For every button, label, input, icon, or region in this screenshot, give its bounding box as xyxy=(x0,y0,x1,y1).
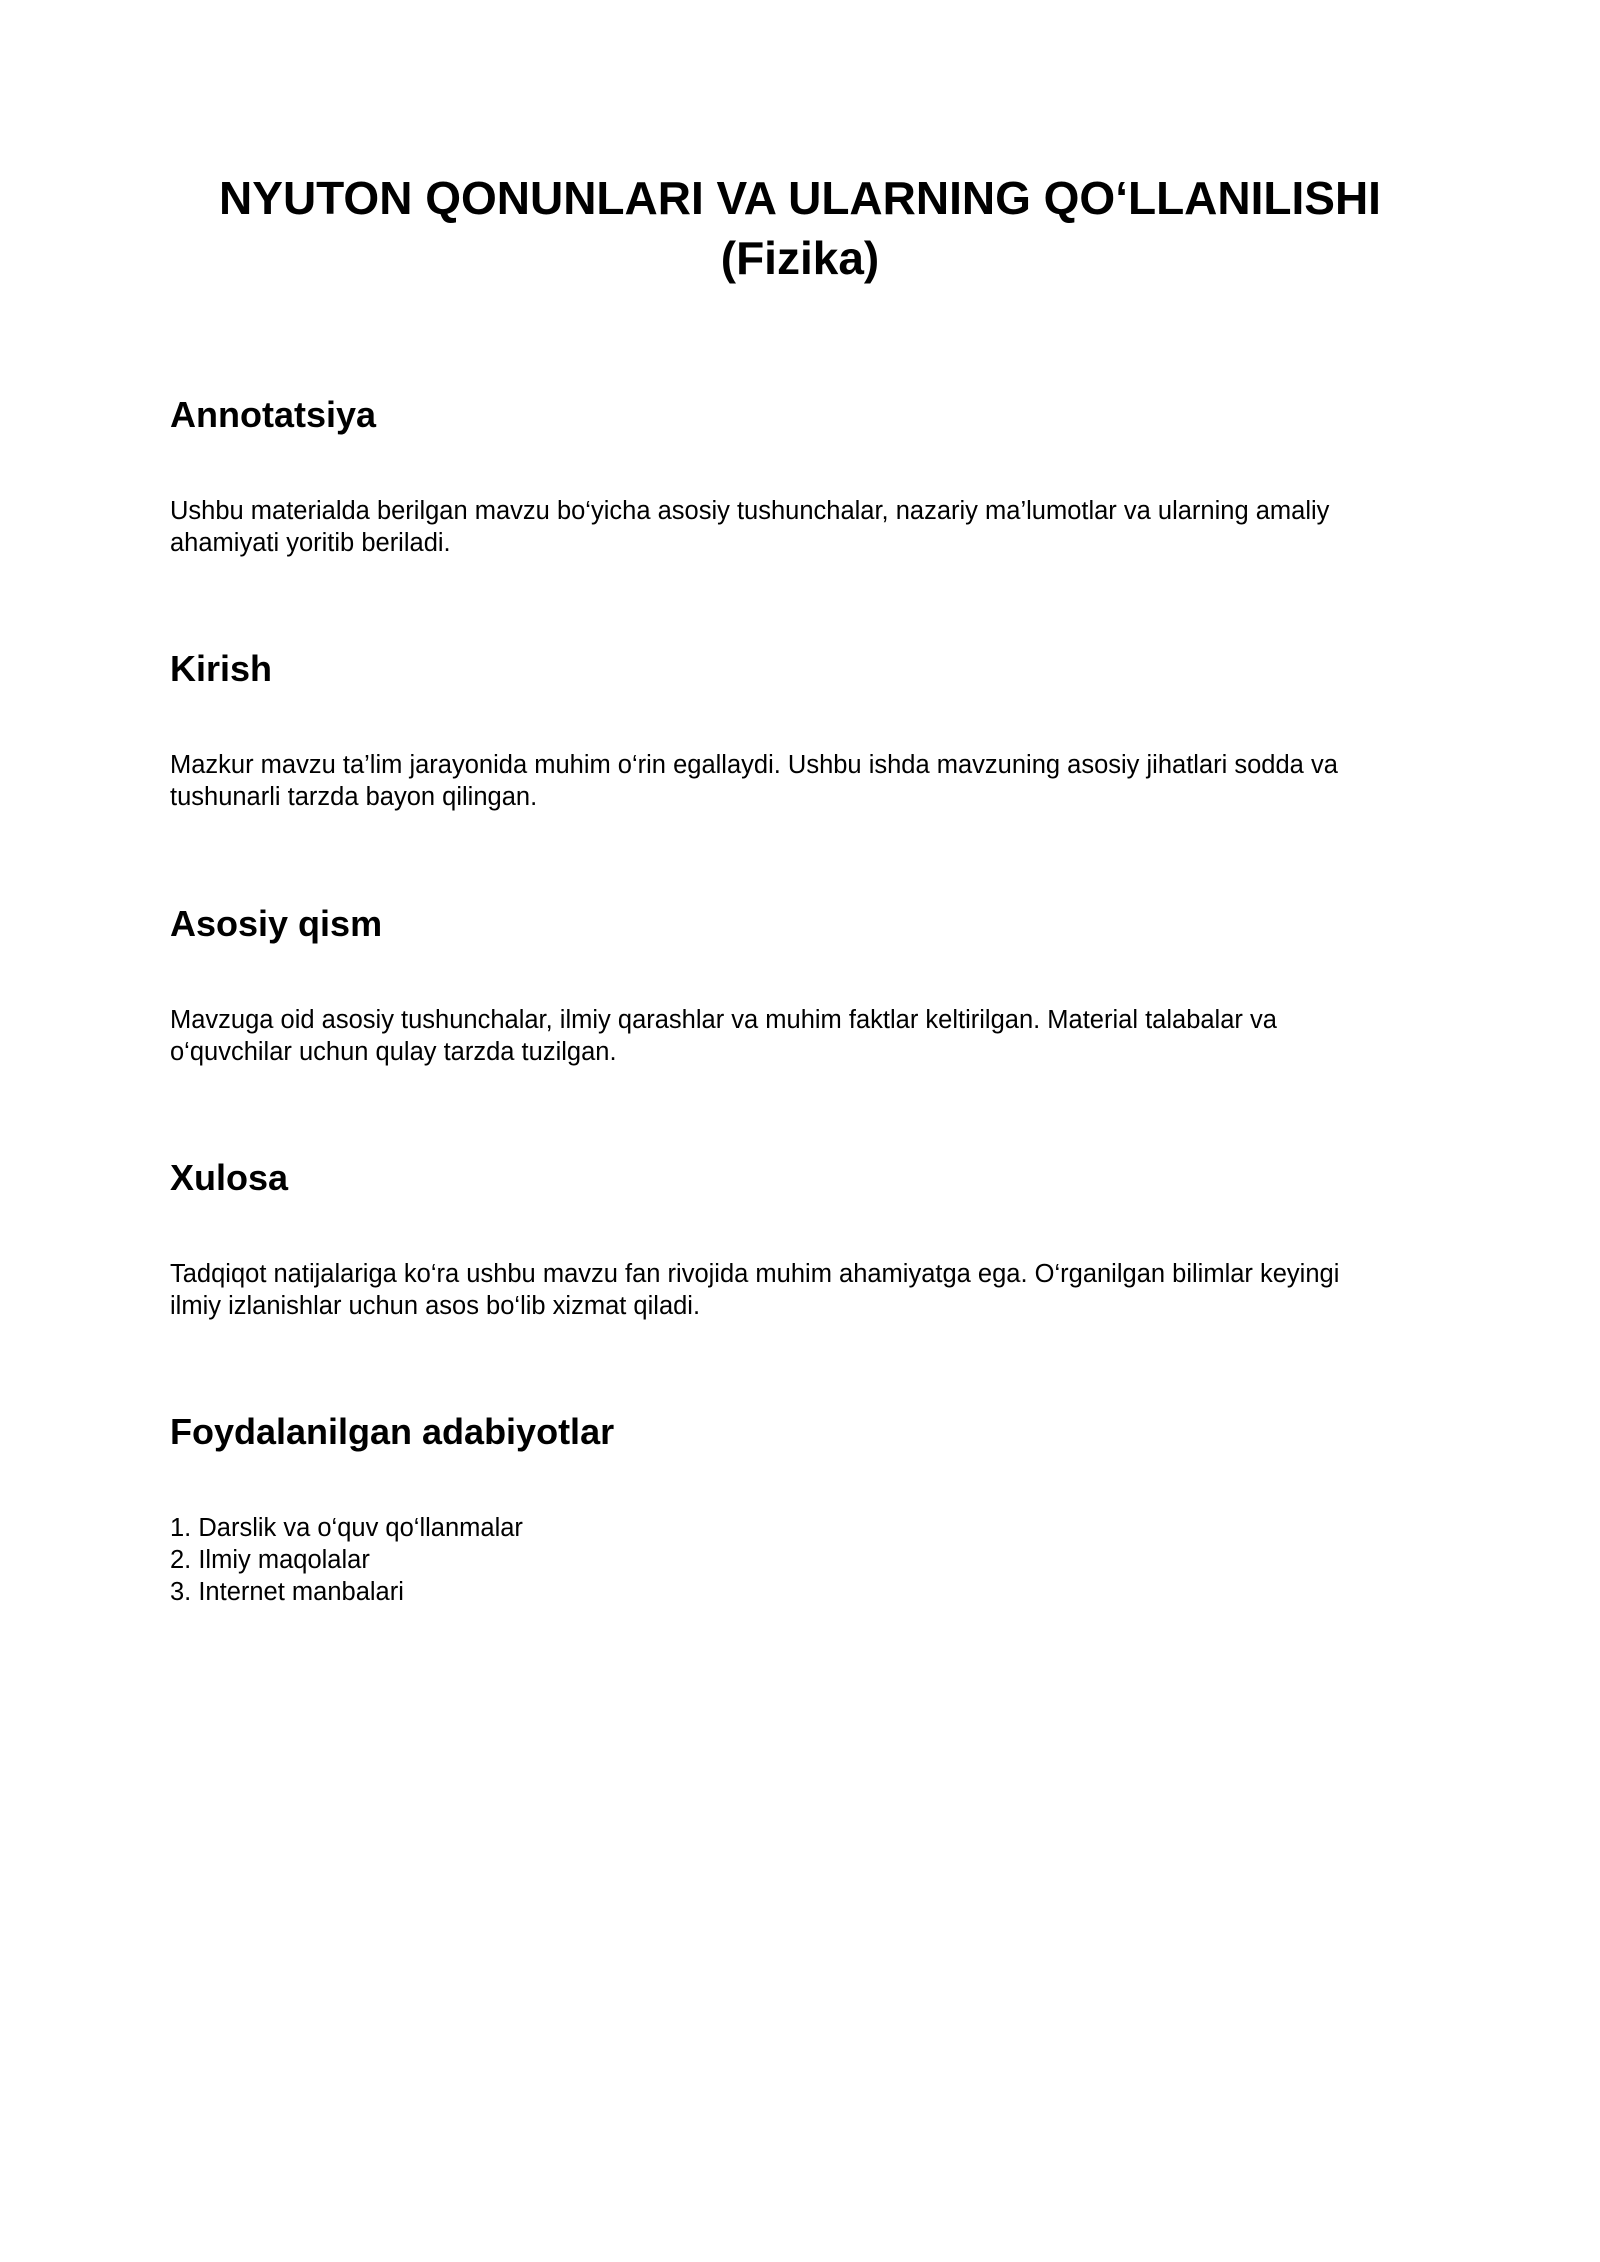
title-line-1: NYUTON QONUNLARI VA ULARNING QO‘LLANILISHI xyxy=(219,172,1381,224)
paragraph-annotatsiya xyxy=(170,495,1430,559)
heading-annotatsiya: Annotatsiya xyxy=(170,394,377,435)
heading-xulosa: Xulosa xyxy=(170,1157,289,1198)
paragraph-line: Mavzuga oid asosiy tushunchalar, ilmiy qarashlar va muhim faktlar keltirilgan. Material talabalar va xyxy=(170,1006,1277,1034)
paragraph-line: o‘quvchilar uchun qulay tarzda tuzilgan. xyxy=(170,1038,617,1066)
title-line-2: (Fizika) xyxy=(720,232,880,284)
heading-references: Foydalanilgan adabiyotlar xyxy=(170,1411,615,1452)
paragraph-line: tushunarli tarzda bayon qilingan. xyxy=(170,783,538,811)
document-title xyxy=(170,168,1430,288)
paragraph-xulosa xyxy=(170,1258,1430,1322)
paragraph-line: Ushbu materialda berilgan mavzu bo‘yicha asosiy tushunchalar, nazariy ma’lumotlar va ularning amaliy xyxy=(170,497,1330,525)
reference-item: 3. Internet manbalari xyxy=(170,1578,404,1606)
paragraph-asosiy-qism xyxy=(170,1004,1430,1068)
reference-list xyxy=(170,1512,523,1608)
paragraph-line: Tadqiqot natijalariga ko‘ra ushbu mavzu fan rivojida muhim ahamiyatga ega. O‘rganilgan bilimlar keyingi xyxy=(170,1260,1340,1288)
paragraph-kirish xyxy=(170,749,1430,813)
heading-kirish: Kirish xyxy=(170,648,273,689)
reference-item: 1. Darslik va o‘quv qo‘llanmalar xyxy=(170,1514,523,1542)
paragraph-line: ahamiyati yoritib beriladi. xyxy=(170,529,451,557)
paragraph-line: Mazkur mavzu ta’lim jarayonida muhim o‘rin egallaydi. Ushbu ishda mavzuning asosiy jihatlari sodda va xyxy=(170,751,1338,779)
heading-asosiy-qism: Asosiy qism xyxy=(170,903,383,944)
reference-item: 2. Ilmiy maqolalar xyxy=(170,1546,370,1574)
paragraph-line: ilmiy izlanishlar uchun asos bo‘lib xizmat qiladi. xyxy=(170,1292,701,1320)
